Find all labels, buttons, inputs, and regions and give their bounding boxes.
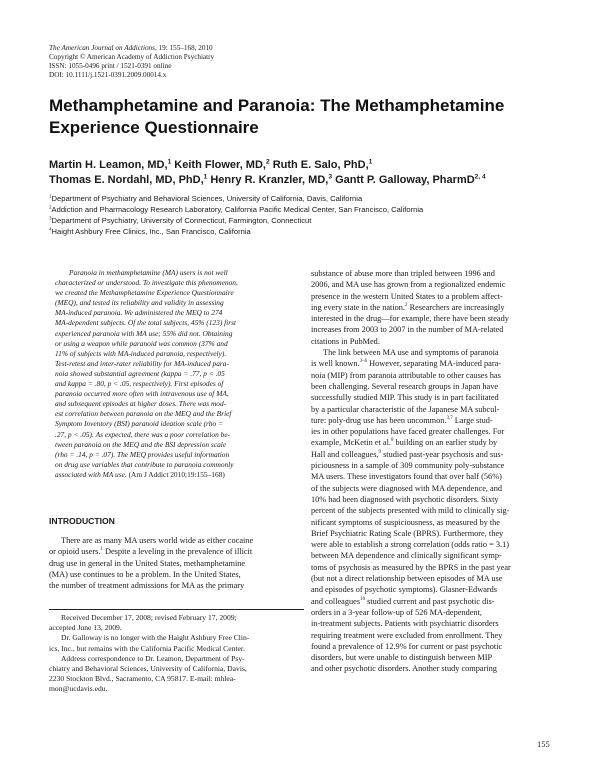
section-heading-introduction: INTRODUCTION bbox=[49, 516, 115, 526]
page-number: 155 bbox=[537, 739, 550, 749]
article-notes: Received December 17, 2008; revised February 17, 2009; accepted June 13, 2009. Dr. Galloway is no longer with the Haight Ashbury Free Clin- ics, Inc., but remains with the California Pacific Medical Center. Address correspondence to Dr. Leamon, Department of Psy- chiatry and Behavioral Sciences, University of California, Davis, 2230 Stockton Blvd., Sacramento, CA 95817. E-mail: mhlea- mon@ucdavis.edu. bbox=[49, 613, 304, 695]
author-list bbox=[49, 158, 486, 188]
received-date: Received December 17, 2008; revised February 17, 2009; bbox=[61, 613, 237, 622]
journal-citation: The American Journal on Addictions, 19: 155–168, 2010 bbox=[49, 44, 213, 52]
affiliation: $^2$Addiction and Pharmacology Research Laboratory, California Pacific Medical Center, San Francisco, California bbox=[49, 204, 424, 214]
abstract-last-line: associated with MA use. (Am J Addict 2010;19:155–168) bbox=[55, 469, 225, 479]
issn: ISSN: 1055-0496 print / 1521-0391 online bbox=[49, 62, 172, 70]
affiliation: $^3$Department of Psychiatry, University of Connecticut, Farmington, Connecticut bbox=[49, 215, 312, 225]
affiliation: $^1$Department of Psychiatry and Behavioral Sciences, University of California, Davis, California bbox=[49, 193, 363, 203]
author-line-1: Martin H. Leamon, MD,$^1$ Keith Flower, MD,$^2$ Ruth E. Salo, PhD,$^1$ bbox=[49, 158, 373, 171]
journal-header bbox=[49, 44, 214, 80]
author-line-2: Thomas E. Nordahl, MD, PhD,$^1$ Henry R. Kranzler, MD,$^3$ Gantt P. Galloway, PharmD$^{2, 4}$ bbox=[49, 173, 486, 186]
correspondence: Address correspondence to Dr. Leamon, Department of Psy- bbox=[61, 653, 245, 663]
abstract: Paranoia in methamphetamine (MA) users is not well characterized or understood. To investigate this phenomenon, we created the Methamphetamine Experience Questionnaire (MEQ), and tested its reliability and validity in assessing MA-induced paranoia. We administered the MEQ to 274 MA-dependent subjects. Of the total subjects, 45% (123) first experienced paranoia with MA use; 55% did not. Obtaining or using a weapon while paranoid was common (37% and 11% of subjects with MA-induced paranoia, respectively). Test-retest and inter-rater reliability for MA-induced para- noia showed substantial agreement (kappa = .77, p < .05 and kappa = .80, p < .05, respectively). First episodes of paranoia occurred more often with intravenous use of MA, and subsequent episodes at higher doses. There was mod- est correlation between paranoia on the MEQ and the Brief Symptom Inventory (BSI) paranoid ideation scale (rho = .27, p < .05). As expected, there was a poor correlation be- tween paranoia on the MEQ and the BSI depression scale (rho = .14, p = .07). The MEQ provides useful information on drug use variables that contribute to paranoia commonly associated with MA use. (Am J Addict 2010;19:155–168) bbox=[55, 268, 290, 480]
introduction-text: There are as many MA users world wide as either cocaine or opioid users.$^1$ Despite a leveling in the prevalence of illicit drug use in general in the United States, methamphetamine (MA) use continues to be a problem. In the United States, the number of treatment admissions for MA as the primary bbox=[49, 536, 254, 591]
accepted-date: accepted June 13, 2009. bbox=[49, 623, 122, 633]
article-title: Methamphetamine and Paranoia: The Methamphetamine Experience Questionnaire bbox=[49, 96, 505, 137]
abstract-citation: (Am J Addict 2010;19:155–168) bbox=[126, 469, 225, 479]
copyright: Copyright © American Academy of Addiction Psychiatry bbox=[49, 53, 215, 61]
footnote-divider bbox=[49, 609, 304, 610]
affiliation: $^4$Haight Ashbury Free Clinics, Inc., San Francisco, California bbox=[49, 226, 251, 236]
email: mon@ucdavis.edu. bbox=[49, 684, 108, 694]
doi: DOI: 10.1111/j.1521-0391.2009.00014.x bbox=[49, 71, 167, 79]
affiliations bbox=[49, 193, 423, 237]
right-column-text: substance of abuse more than tripled between 1996 and 2006, and MA use has grown from a regionalized endemic presence in the western United States to a problem affect- ing every state in the nation.$^2$ Researchers are increasingly interested in the drug—for example, there have been steady increases from 2003 to 2007 in the number of MA-related citations in PubMed. The link between MA use and symptoms of paranoia is well known.$^{3-6}$ However, separating MA-induced para- noia (MIP) from paranoia attributable to other causes has been challenging. Several research groups in Japan have successfully studied MIP. This study is in part facilitated by a particular characteristic of the Japanese MA subcul- ture: poly-drug use has been uncommon.$^{3,7}$ Large stud- ies in other populations have faced greater challenges. For example, McKetin et al.$^8$ building on an earlier study by Hall and colleagues,$^9$ studied past-year psychosis and sus- piciousness in a sample of 309 community poly-substance MA users. These investigators found that over half (56%) of the subjects were diagnosed with MA dependence, and 10% had been diagnosed with psychotic disorders. Sixty percent of the subjects presented with mild to clinically sig- nificant symptoms of suspiciousness, as measured by the Brief Psychiatric Rating Scale (BPRS). Furthermore, they were able to establish a strong correlation (odds ratio = 3.1) between MA dependence and clinically significant symp- toms of psychosis as measured by the BPRS in the past year (but not a direct relationship between episodes of MA use and episodes of psychotic symptoms). Glasner-Edwards and colleagues$^{10}$ studied current and past psychotic dis- orders in a 3-year follow-up of 526 MA-dependent, in-treatment subjects. Patients with psychiatric disorders requiring treatment were excluded from enrollment. They found a prevalence of 12.9% for current or past psychotic disorders, but were unable to distinguish between MIP and other psychotic disorders. Another study comparing bbox=[311, 269, 511, 674]
journal-name: The American Journal on Addictions bbox=[49, 44, 155, 52]
